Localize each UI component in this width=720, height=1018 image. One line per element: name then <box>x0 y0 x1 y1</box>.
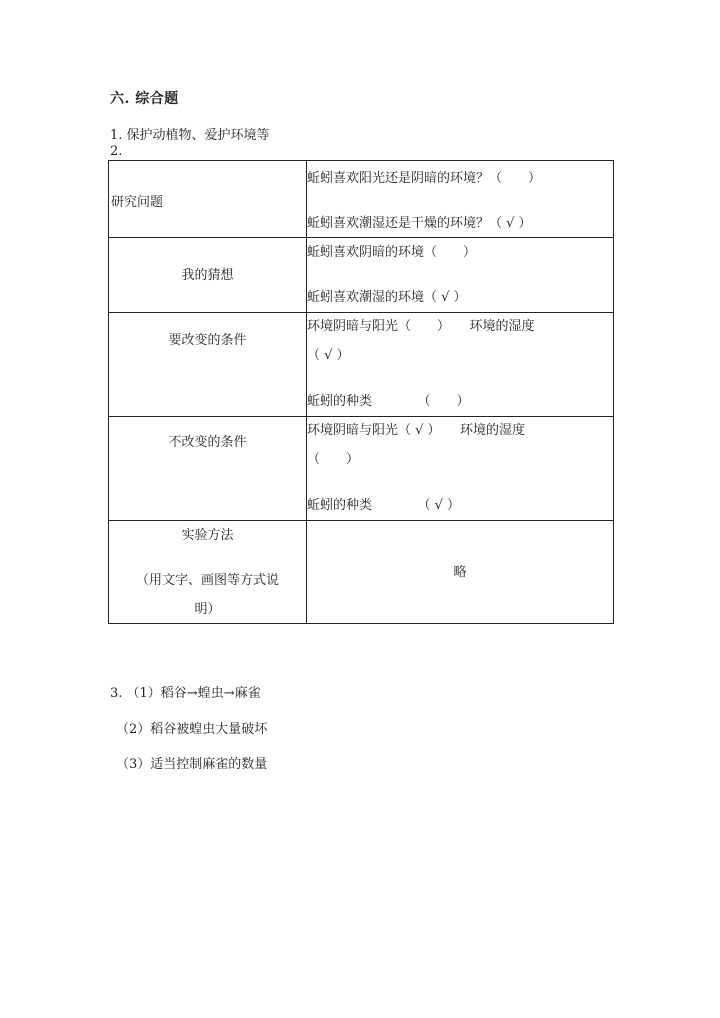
table-row <box>109 313 614 417</box>
table-cell-options <box>307 417 614 521</box>
answer-1: 1. 保护动植物、爱护环境等 <box>110 128 270 143</box>
row-label-research-question: 研究问题 <box>111 195 164 210</box>
row-label-changed-conditions: 要改变的条件 <box>168 333 247 348</box>
table-cell-label <box>109 417 307 521</box>
option-text: 蚯蚓喜欢阴暗的环境（ ） <box>307 245 477 260</box>
option-text: （ ） <box>307 452 360 467</box>
option-text: 蚯蚓喜欢潮湿的环境（ √ ） <box>307 290 467 305</box>
table-cell-options <box>307 313 614 417</box>
method-content: 略 <box>453 565 467 580</box>
table-cell-label <box>109 238 307 313</box>
row-label-method: 实验方法 <box>181 528 234 543</box>
option-text: 蚯蚓的种类 （ ） <box>307 394 470 409</box>
table-row <box>109 161 614 238</box>
row-label-method-note: （用文字、画图等方式说 <box>135 573 279 588</box>
option-text: 环境阴暗与阳光（ ） 环境的湿度 <box>307 319 535 334</box>
answer-2-label: 2. <box>110 144 123 159</box>
table-cell-label <box>109 521 307 624</box>
option-text: 蚯蚓的种类 （ √ ） <box>307 498 461 513</box>
table-cell-content <box>307 521 614 624</box>
table-row <box>109 238 614 313</box>
table-row <box>109 521 614 624</box>
table-cell-options <box>307 238 614 313</box>
table-cell-options <box>307 161 614 238</box>
option-text: 蚯蚓喜欢潮湿还是干燥的环境？（ √ ） <box>307 216 532 231</box>
table-row <box>109 417 614 521</box>
row-label-method-note-end: 明） <box>194 602 221 617</box>
option-text: 蚯蚓喜欢阳光还是阴暗的环境？（ ） <box>307 171 542 186</box>
row-label-my-guess: 我的猜想 <box>181 268 234 283</box>
row-label-unchanged-conditions: 不改变的条件 <box>168 435 247 450</box>
option-text: 环境阴暗与阳光（ √ ） 环境的湿度 <box>307 423 526 438</box>
table-cell-label <box>109 161 307 238</box>
section-title: 六. 综合题 <box>110 91 179 107</box>
answer-3-part-1: 3. （1）稻谷→蝗虫→麻雀 <box>110 686 261 701</box>
experiment-table <box>108 160 614 624</box>
answer-3-part-3: （3）适当控制麻雀的数量 <box>116 757 268 772</box>
table-cell-label <box>109 313 307 417</box>
option-text: （ √ ） <box>307 348 350 363</box>
answer-3-part-2: （2）稻谷被蝗虫大量破坏 <box>116 722 268 737</box>
